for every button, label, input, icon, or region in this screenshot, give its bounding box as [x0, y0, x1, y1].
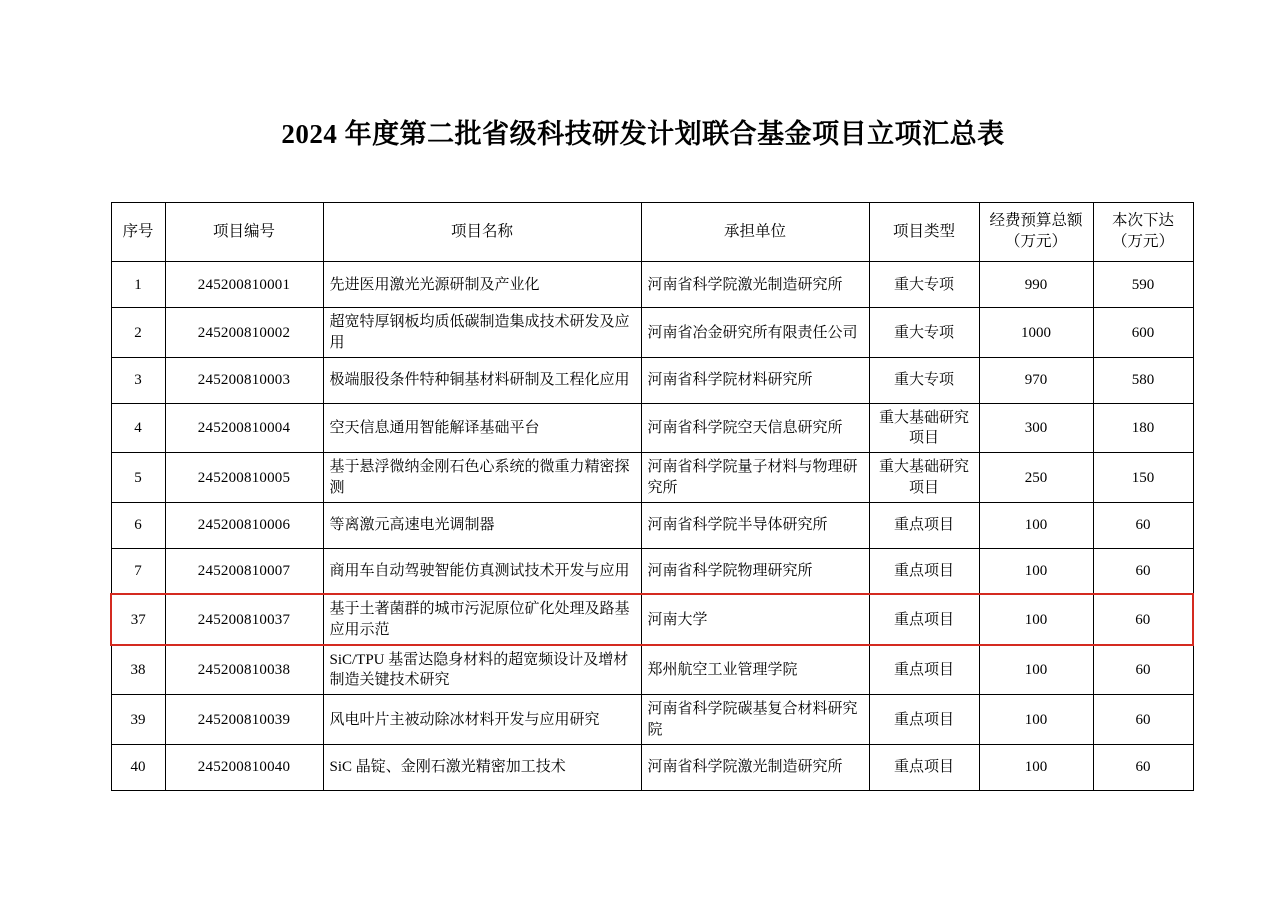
- cell-code: 245200810005: [165, 453, 323, 503]
- cell-code: 245200810001: [165, 262, 323, 308]
- cell-issue: 60: [1093, 502, 1193, 548]
- cell-issue: 60: [1093, 548, 1193, 594]
- column-header-unit: 承担单位: [641, 203, 869, 262]
- project-summary-table: [110, 202, 1194, 791]
- cell-name: 等离激元高速电光调制器: [323, 502, 641, 548]
- table-row: [111, 744, 1193, 790]
- cell-no: 7: [111, 548, 165, 594]
- cell-type: 重大基础研究项目: [869, 453, 979, 503]
- cell-code: 245200810038: [165, 645, 323, 695]
- cell-name: 商用车自动驾驶智能仿真测试技术开发与应用: [323, 548, 641, 594]
- cell-type: 重点项目: [869, 645, 979, 695]
- cell-no: 2: [111, 308, 165, 358]
- cell-issue: 150: [1093, 453, 1193, 503]
- cell-unit: 河南大学: [641, 594, 869, 645]
- cell-type: 重大专项: [869, 308, 979, 358]
- cell-no: 4: [111, 403, 165, 453]
- cell-unit: 河南省科学院空天信息研究所: [641, 403, 869, 453]
- cell-unit: 河南省科学院碳基复合材料研究院: [641, 695, 869, 745]
- column-header-budget: 经费预算总额（万元）: [979, 203, 1093, 262]
- column-header-type: 项目类型: [869, 203, 979, 262]
- cell-budget: 1000: [979, 308, 1093, 358]
- cell-budget: 100: [979, 695, 1093, 745]
- cell-no: 38: [111, 645, 165, 695]
- cell-no: 5: [111, 453, 165, 503]
- column-header-name: 项目名称: [323, 203, 641, 262]
- cell-no: 37: [111, 594, 165, 645]
- cell-name: 先进医用激光光源研制及产业化: [323, 262, 641, 308]
- cell-type: 重大基础研究项目: [869, 403, 979, 453]
- table-row: [111, 308, 1193, 358]
- table-header-row: [111, 203, 1193, 262]
- cell-unit: 河南省科学院激光制造研究所: [641, 262, 869, 308]
- cell-type: 重点项目: [869, 744, 979, 790]
- table-row: [111, 548, 1193, 594]
- cell-name: 基于悬浮微纳金刚石色心系统的微重力精密探测: [323, 453, 641, 503]
- table-body: [111, 262, 1193, 791]
- cell-issue: 60: [1093, 695, 1193, 745]
- cell-budget: 970: [979, 357, 1093, 403]
- cell-no: 6: [111, 502, 165, 548]
- cell-name: 风电叶片主被动除冰材料开发与应用研究: [323, 695, 641, 745]
- cell-name: 空天信息通用智能解译基础平台: [323, 403, 641, 453]
- cell-budget: 250: [979, 453, 1093, 503]
- cell-unit: 河南省科学院激光制造研究所: [641, 744, 869, 790]
- cell-name: SiC/TPU 基雷达隐身材料的超宽频设计及增材制造关键技术研究: [323, 645, 641, 695]
- cell-type: 重大专项: [869, 262, 979, 308]
- cell-budget: 990: [979, 262, 1093, 308]
- cell-budget: 100: [979, 744, 1093, 790]
- cell-type: 重点项目: [869, 548, 979, 594]
- cell-issue: 60: [1093, 594, 1193, 645]
- table-container: [0, 202, 1286, 791]
- page-title: 2024 年度第二批省级科技研发计划联合基金项目立项汇总表: [281, 119, 1005, 149]
- cell-unit: 郑州航空工业管理学院: [641, 645, 869, 695]
- table-row: [111, 645, 1193, 695]
- cell-unit: 河南省科学院量子材料与物理研究所: [641, 453, 869, 503]
- cell-code: 245200810003: [165, 357, 323, 403]
- cell-name: 极端服役条件特种铜基材料研制及工程化应用: [323, 357, 641, 403]
- cell-code: 245200810006: [165, 502, 323, 548]
- cell-no: 39: [111, 695, 165, 745]
- table-row: [111, 403, 1193, 453]
- table-row: [111, 695, 1193, 745]
- cell-name: 超宽特厚钢板均质低碳制造集成技术研发及应用: [323, 308, 641, 358]
- cell-code: 245200810004: [165, 403, 323, 453]
- cell-code: 245200810039: [165, 695, 323, 745]
- cell-no: 1: [111, 262, 165, 308]
- cell-budget: 100: [979, 594, 1093, 645]
- cell-code: 245200810040: [165, 744, 323, 790]
- cell-code: 245200810002: [165, 308, 323, 358]
- cell-unit: 河南省科学院物理研究所: [641, 548, 869, 594]
- column-header-code: 项目编号: [165, 203, 323, 262]
- cell-budget: 100: [979, 548, 1093, 594]
- column-header-issue: 本次下达（万元）: [1093, 203, 1193, 262]
- table-row: [111, 453, 1193, 503]
- cell-unit: 河南省冶金研究所有限责任公司: [641, 308, 869, 358]
- cell-issue: 590: [1093, 262, 1193, 308]
- table-row: [111, 502, 1193, 548]
- cell-budget: 100: [979, 502, 1093, 548]
- cell-no: 3: [111, 357, 165, 403]
- cell-no: 40: [111, 744, 165, 790]
- cell-code: 245200810007: [165, 548, 323, 594]
- cell-issue: 580: [1093, 357, 1193, 403]
- table-row: [111, 262, 1193, 308]
- cell-budget: 300: [979, 403, 1093, 453]
- cell-type: 重点项目: [869, 502, 979, 548]
- column-header-no: 序号: [111, 203, 165, 262]
- cell-unit: 河南省科学院半导体研究所: [641, 502, 869, 548]
- cell-type: 重点项目: [869, 695, 979, 745]
- table-row: [111, 594, 1193, 645]
- cell-issue: 600: [1093, 308, 1193, 358]
- cell-code: 245200810037: [165, 594, 323, 645]
- cell-unit: 河南省科学院材料研究所: [641, 357, 869, 403]
- cell-type: 重点项目: [869, 594, 979, 645]
- cell-issue: 60: [1093, 645, 1193, 695]
- table-header: [111, 203, 1193, 262]
- cell-budget: 100: [979, 645, 1093, 695]
- table-row: [111, 357, 1193, 403]
- cell-name: SiC 晶锭、金刚石激光精密加工技术: [323, 744, 641, 790]
- cell-name: 基于土著菌群的城市污泥原位矿化处理及路基应用示范: [323, 594, 641, 645]
- cell-issue: 60: [1093, 744, 1193, 790]
- cell-issue: 180: [1093, 403, 1193, 453]
- cell-type: 重大专项: [869, 357, 979, 403]
